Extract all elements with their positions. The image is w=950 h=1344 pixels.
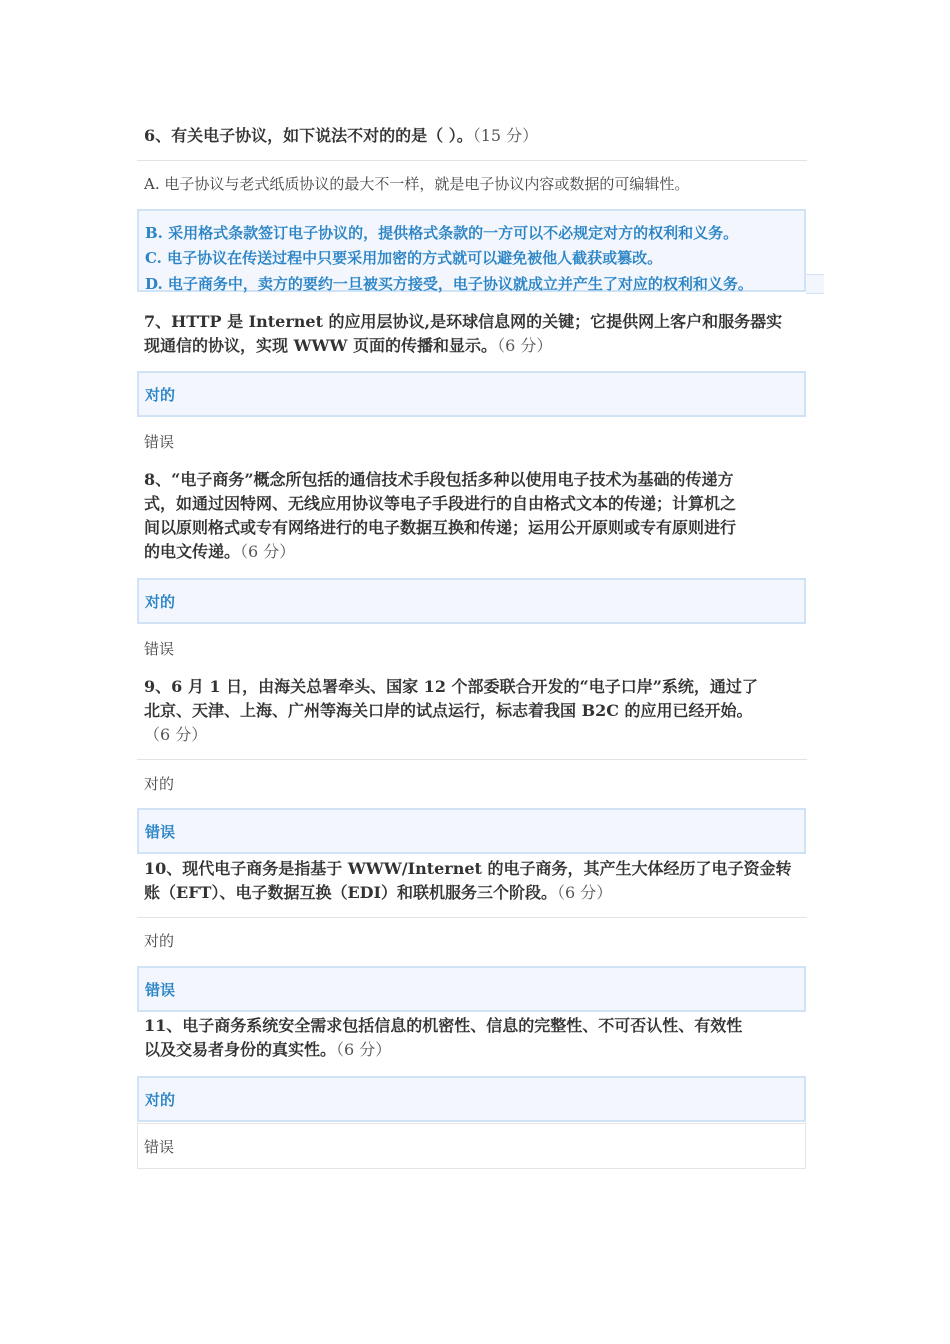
option-b[interactable]: B. 采用格式条款签订电子协议的，提供格式条款的一方可以不必规定对方的权利和义务。 (145, 224, 739, 242)
question-8-score: （6 分） (240, 542, 296, 561)
divider (137, 160, 807, 161)
answer-false[interactable]: 错误 (144, 433, 175, 451)
question-11-line-1: 11、电子商务系统安全需求包括信息的机密性、信息的完整性、不可否认性、有效性 (144, 1016, 743, 1035)
answer-false-selected[interactable] (137, 808, 806, 854)
question-8 (144, 468, 808, 564)
question-6 (144, 124, 808, 148)
question-7-score: （6 分） (497, 336, 553, 355)
option-a[interactable]: A. 电子协议与老式纸质协议的最大不一样，就是电子协议内容或数据的可编辑性。 (144, 175, 690, 193)
question-10-line-1: 10、现代电子商务是指基于 WWW/Internet 的电子商务，其产生大体经历了电子资金转 (144, 859, 792, 878)
question-8-line-2: 式，如通过因特网、无线应用协议等电子手段进行的自由格式文本的传递；计算机之 (144, 494, 737, 513)
question-7 (144, 310, 808, 358)
answer-false-label: 错误 (145, 823, 176, 841)
question-9-line-1: 9、6 月 1 日，由海关总署牵头、国家 12 个部委联合开发的“电子口岸”系统，通过了 (144, 677, 758, 696)
answer-true-selected[interactable] (137, 578, 806, 624)
question-8-line-3: 间以原则格式或专有网络进行的电子数据互换和传递；运用公开原则或专有原则进行 (144, 518, 737, 537)
selected-options-group (137, 209, 806, 292)
answer-false-selected[interactable] (137, 966, 806, 1012)
question-10-line-2: 账（EFT）、电子数据互换（EDI）和联机服务三个阶段。 (144, 883, 558, 902)
option-d[interactable]: D. 电子商务中，卖方的要约一旦被买方接受，电子协议就成立并产生了对应的权利和义务。 (145, 275, 753, 293)
question-8-line-4: 的电文传递。 (144, 542, 241, 561)
answer-true-label: 对的 (145, 386, 176, 404)
question-9-line-2: 北京、天津、上海、广州等海关口岸的试点运行，标志着我国 B2C 的应用已经开始。 (144, 701, 753, 720)
question-10-score: （6 分） (557, 883, 613, 902)
answer-true-label: 对的 (145, 1091, 176, 1109)
question-11-line-2: 以及交易者身份的真实性。 (144, 1040, 337, 1059)
answer-false-box[interactable] (137, 1123, 806, 1169)
question-9-score: （6 分） (144, 725, 208, 744)
answer-true[interactable]: 对的 (144, 775, 175, 793)
answer-true-label: 对的 (145, 593, 176, 611)
question-6-score: （15 分） (472, 126, 539, 145)
divider (137, 917, 807, 918)
question-9 (144, 675, 808, 747)
question-6-text: 6、有关电子协议，如下说法不对的的是（ ）。 (144, 126, 473, 145)
question-11 (144, 1014, 808, 1062)
divider (137, 759, 807, 760)
option-c[interactable]: C. 电子协议在传送过程中只要采用加密的方式就可以避免被他人截获或篡改。 (145, 249, 663, 267)
answer-false-label: 错误 (145, 981, 176, 999)
selection-overflow (806, 274, 824, 294)
question-7-line-2: 现通信的协议，实现 WWW 页面的传播和显示。 (144, 336, 498, 355)
question-7-line-1: 7、HTTP 是 Internet 的应用层协议,是环球信息网的关键；它提供网上客户和服务器实 (144, 312, 783, 331)
answer-false-label: 错误 (144, 1138, 175, 1156)
answer-false[interactable]: 错误 (144, 640, 175, 658)
answer-true-selected[interactable] (137, 1076, 806, 1122)
answer-true[interactable]: 对的 (144, 932, 175, 950)
question-10 (144, 857, 808, 905)
answer-true-selected[interactable] (137, 371, 806, 417)
question-11-score: （6 分） (336, 1040, 392, 1059)
question-8-line-1: 8、“电子商务”概念所包括的通信技术手段包括多种以使用电子技术为基础的传递方 (144, 470, 734, 489)
